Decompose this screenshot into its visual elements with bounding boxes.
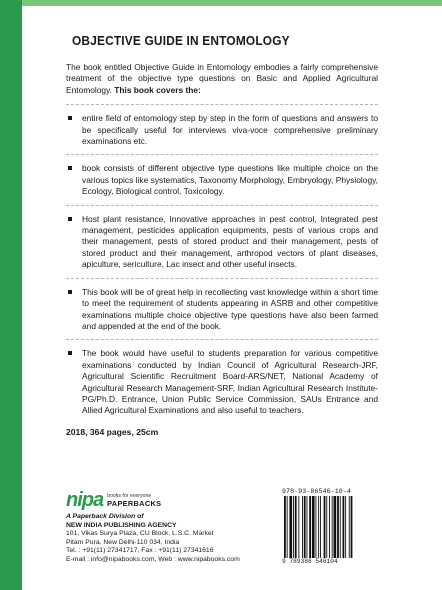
bullet-icon	[68, 290, 72, 294]
divider	[66, 339, 378, 340]
divider	[66, 205, 378, 206]
list-item-text: entire field of entomology step by step in the form of questions and answers to be specifically useful for interviews viva-voce comprehensive preliminary examinations etc.	[82, 113, 378, 147]
isbn-text: 978-93-86546-10-4	[282, 488, 351, 495]
divider	[66, 104, 378, 105]
list-item	[66, 287, 378, 333]
list-item-text: The book would have useful to students preparation for various competitive examinations conducted by Indian Council of Agricultural Research-JRF, Agricultural Scientific Recruitment Board-ARS/NET, National Academy of Agricultural Research Management-SRF, Indian Agricultural Research Institute- PG/Ph.D. Entrance, Union Public Service Commission, SAUs Entrance and Allied Agricultural Examinations and also useful to teachers.	[82, 348, 378, 416]
bullet-icon	[68, 166, 72, 170]
list-item-text: This book will be of great help in recollecting vast knowledge within a short time to meet the requirement of students appearing in ASRB and other competitive examinations multiple choice objective type questions have also been farmed and appended at the end of the book.	[82, 286, 378, 331]
publisher-division: A Paperback Division of	[66, 513, 144, 520]
list-item	[66, 113, 378, 147]
cover-spine-band	[0, 0, 22, 590]
publisher-phone: Tel. : +91(11) 27341717, Fax : +91(11) 27341616	[66, 547, 214, 555]
barcode-icon	[282, 496, 378, 558]
book-title: OBJECTIVE GUIDE IN ENTOMOLOGY	[72, 34, 290, 48]
barcode-block	[282, 488, 378, 565]
nipa-logo: nipa	[66, 489, 104, 511]
bullet-icon	[68, 116, 72, 120]
publisher-email: E-mail : info@nipabooks.com, Web : www.nipabooks.com	[66, 555, 240, 563]
top-accent-band	[22, 0, 442, 6]
logo-imprint: PAPERBACKS	[107, 498, 162, 508]
divider	[66, 278, 378, 279]
publisher-address-1: 101, Vikas Surya Plaza, CU Block, L.S.C. Market	[66, 530, 214, 538]
intro-bold: This book covers the:	[114, 84, 201, 95]
list-item	[66, 348, 378, 416]
back-cover-content	[66, 34, 378, 437]
divider	[66, 154, 378, 155]
list-item-text: book consists of different objective type questions like multiple choice on the various topics like systematics, Taxonomy Morphology, Embryology, Physiology, Ecology, Biological control, Toxicology.	[82, 163, 378, 197]
intro-text: The book entitled Objective Guide in Entomology embodies a fairly comprehensive treatment of the objective type questions on Basic and Applied Agricultural Entomology.	[66, 62, 378, 95]
bullet-icon	[68, 351, 72, 355]
list-item-text: Host plant resistance, Innovative approaches in pest control, Integrated pest management, pesticides application equipments, pests of various crops and their management, pests of stored product and their management, pests of stored product and their management, arthropod vectors of plant diseases, apiculture, sericulture, Lac insect and other useful insects.	[82, 213, 378, 270]
list-item	[66, 163, 378, 197]
list-item	[66, 214, 378, 271]
publisher-logo	[66, 490, 296, 510]
publisher-name: NEW INDIA PUBLISHING AGENCY	[66, 521, 177, 529]
logo-tagline: books for everyone	[107, 492, 152, 499]
book-details: 2018, 364 pages, 25cm	[66, 426, 159, 437]
publisher-block	[66, 490, 296, 565]
barcode-digits: 9 789386 546104	[282, 558, 338, 565]
publisher-address-2: Pitam Pura, New Delhi-110 034, India	[66, 538, 180, 546]
bullet-icon	[68, 217, 72, 221]
intro-paragraph	[66, 62, 378, 96]
